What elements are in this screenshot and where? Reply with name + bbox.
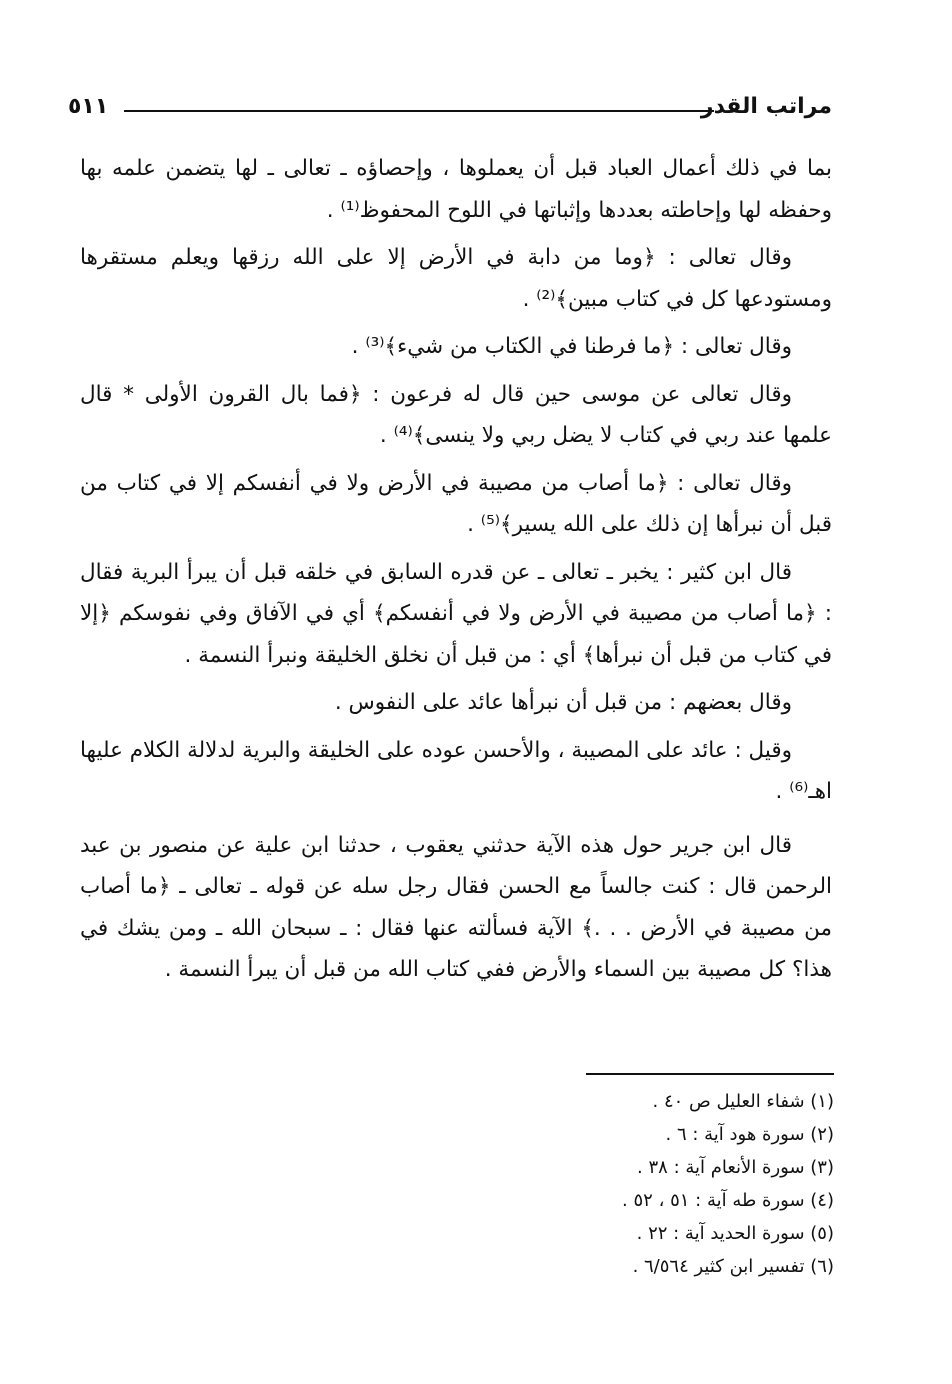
footnote: (٥) سورة الحديد آية : ٢٢ .: [636, 1223, 834, 1244]
paragraph: وقال تعالى : ﴿وما من دابة في الأرض إلا على الله رزقها ويعلم مستقرها ومستودعها كل في كتاب مبين﴾⁽²⁾ .: [80, 245, 832, 312]
paragraph: وقال تعالى : ﴿ما أصاب من مصيبة في الأرض ولا في أنفسكم إلا في كتاب من قبل أن نبرأها إن ذلك على الله يسير﴾⁽⁵⁾ .: [80, 470, 832, 537]
running-header: [68, 88, 832, 128]
footnotes: [434, 1085, 834, 1283]
footnote-rule: [586, 1073, 834, 1075]
chapter-title: مراتب القدر: [700, 94, 832, 119]
header-rule: [124, 110, 714, 112]
paragraph: بما في ذلك أعمال العباد قبل أن يعملوها ، وإحصاؤه ـ تعالى ـ لها يتضمن علمه بها وحفظه لها وإحاطته بعددها وإثباتها في اللوح المحفوظ⁽¹⁾ .: [80, 156, 832, 223]
footnote: (٤) سورة طه آية : ٥١ ، ٥٢ .: [622, 1190, 834, 1211]
footnote: (٣) سورة الأنعام آية : ٣٨ .: [637, 1157, 834, 1178]
paragraph: قال ابن كثير : يخبر ـ تعالى ـ عن قدره السابق في خلقه قبل أن يبرأ البرية فقال : ﴿ما أصاب من مصيبة في الأرض ولا في أنفسكم﴾ أي في الآفاق وفي نفوسكم ﴿إلا في كتاب من قبل أن نبرأها﴾ أي : من قبل أن نخلق الخليقة ونبرأ النسمة .: [80, 559, 832, 668]
main-text: [80, 148, 832, 997]
paragraph: وقال تعالى عن موسى حين قال له فرعون : ﴿فما بال القرون الأولى * قال علمها عند ربي في كتاب لا يضل ربي ولا ينسى﴾⁽⁴⁾ .: [80, 381, 832, 448]
footnote: (٢) سورة هود آية : ٦ .: [665, 1124, 834, 1145]
paragraph: قال ابن جرير حول هذه الآية حدثني يعقوب ، حدثنا ابن علية عن منصور بن عبد الرحمن قال : كنت جالساً مع الحسن فقال رجل سله عن قوله ـ تعالى ـ ﴿ما أصاب من مصيبة في الأرض . . .﴾ الآية فسألته عنها فقال : ـ سبحان الله ـ ومن يشك في هذا؟ كل مصيبة بين السماء والأرض ففي كتاب الله من قبل أن يبرأ النسمة .: [80, 832, 832, 982]
paragraph: وقال بعضهم : من قبل أن نبرأها عائد على النفوس .: [334, 690, 792, 715]
footnote: (٦) تفسير ابن كثير ٦/٥٦٤ .: [632, 1256, 834, 1277]
footnote: (١) شفاء العليل ص ٤٠ .: [652, 1091, 834, 1112]
paragraph: وقال تعالى : ﴿ما فرطنا في الكتاب من شيء﴾⁽³⁾ .: [351, 334, 792, 359]
paragraph: وقيل : عائد على المصيبة ، والأحسن عوده على الخليقة والبرية لدلالة الكلام عليها اهـ⁽⁶⁾ .: [80, 737, 832, 804]
page-number: ٥١١: [68, 94, 109, 119]
